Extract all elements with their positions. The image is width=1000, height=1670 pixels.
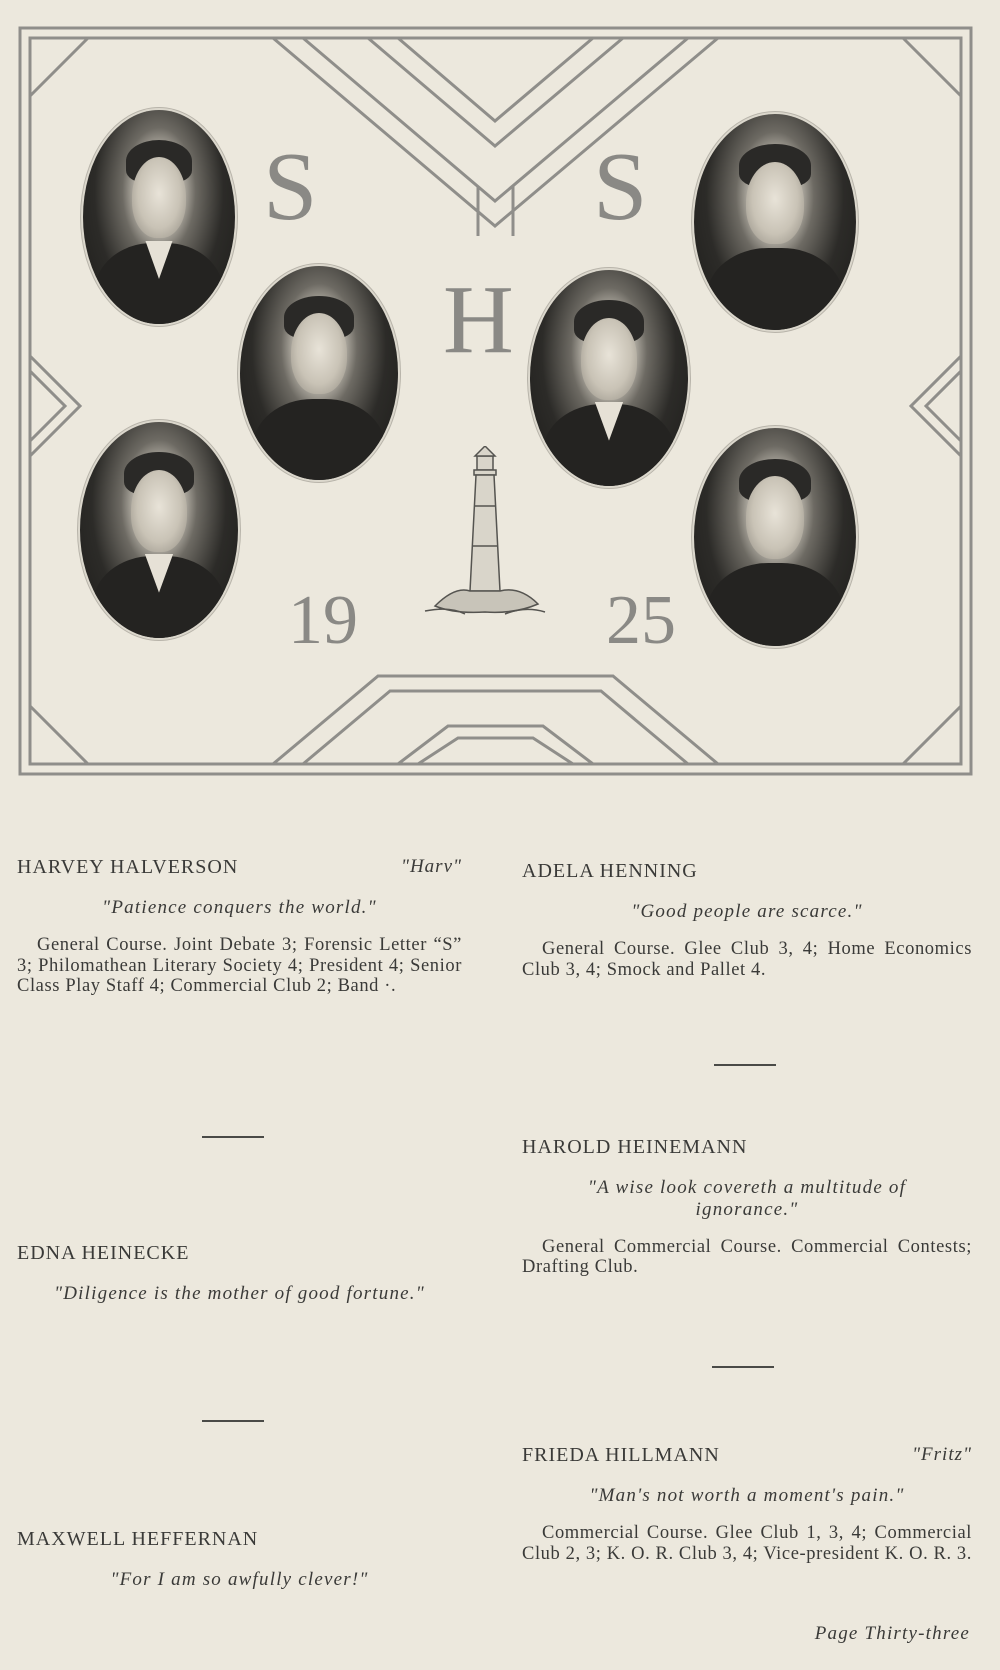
entry-harvey-halverson <box>17 856 462 997</box>
page-number: Page Thirty-three <box>814 1623 970 1644</box>
portrait-harvey-halverson <box>83 110 235 324</box>
letter-h: H <box>443 266 514 374</box>
entry-motto: "Diligence is the mother of good fortune." <box>54 1283 425 1304</box>
portrait-frieda-hillmann <box>694 428 856 646</box>
entry-name: FRIEDA HILLMANN <box>522 1444 720 1466</box>
entry-nickname: "Harv" <box>400 856 462 877</box>
divider-rule <box>202 1420 264 1422</box>
entry-name: ADELA HENNING <box>522 860 698 882</box>
entry-motto: "Good people are scarce." <box>631 901 863 922</box>
divider-rule <box>202 1136 264 1138</box>
entry-description: General Course. Joint Debate 3; Forensic Letter “S” 3; Philomathean Literary Society 4; President 4; Senior Class Play Staff 4; Commercial Club 2; Band ·. <box>17 934 462 997</box>
entry-name: MAXWELL HEFFERNAN <box>17 1528 259 1550</box>
portrait-frame <box>18 26 973 776</box>
lighthouse-icon <box>420 446 550 626</box>
letter-s-left: S <box>263 133 318 241</box>
entry-name: EDNA HEINECKE <box>17 1242 190 1264</box>
entry-motto: "For I am so awfully clever!" <box>110 1569 369 1590</box>
entry-maxwell-heffernan <box>17 1528 462 1591</box>
portrait-edna-heinecke <box>240 266 398 480</box>
entry-name: HARVEY HALVERSON <box>17 856 239 878</box>
entry-motto: "Patience conquers the world." <box>102 897 377 918</box>
entry-frieda-hillmann <box>522 1444 972 1564</box>
portrait-adela-henning <box>694 114 856 330</box>
entry-nickname: "Fritz" <box>912 1444 972 1465</box>
entry-adela-henning <box>522 860 972 980</box>
entry-motto: "Man's not worth a moment's pain." <box>589 1485 905 1506</box>
entry-name: HAROLD HEINEMANN <box>522 1136 748 1158</box>
entry-description: General Course. Glee Club 3, 4; Home Economics Club 3, 4; Smock and Pallet 4. <box>522 938 972 980</box>
entry-edna-heinecke <box>17 1242 462 1305</box>
divider-rule <box>714 1064 776 1066</box>
entry-harold-heinemann <box>522 1136 972 1278</box>
portrait-harold-heinemann <box>530 270 688 486</box>
divider-rule <box>712 1366 774 1368</box>
entry-description: Commercial Course. Glee Club 1, 3, 4; Commercial Club 2, 3; K. O. R. Club 3, 4; Vice-president K. O. R. 3. <box>522 1522 973 1564</box>
letter-s-right: S <box>593 133 648 241</box>
portrait-maxwell-heffernan <box>80 422 238 638</box>
year-left: 19 <box>288 582 358 659</box>
year-right: 25 <box>606 582 676 659</box>
entry-motto: "A wise look covereth a multitude of ignorance." <box>587 1177 907 1220</box>
entry-description: General Commercial Course. Commercial Contests; Drafting Club. <box>522 1236 972 1278</box>
